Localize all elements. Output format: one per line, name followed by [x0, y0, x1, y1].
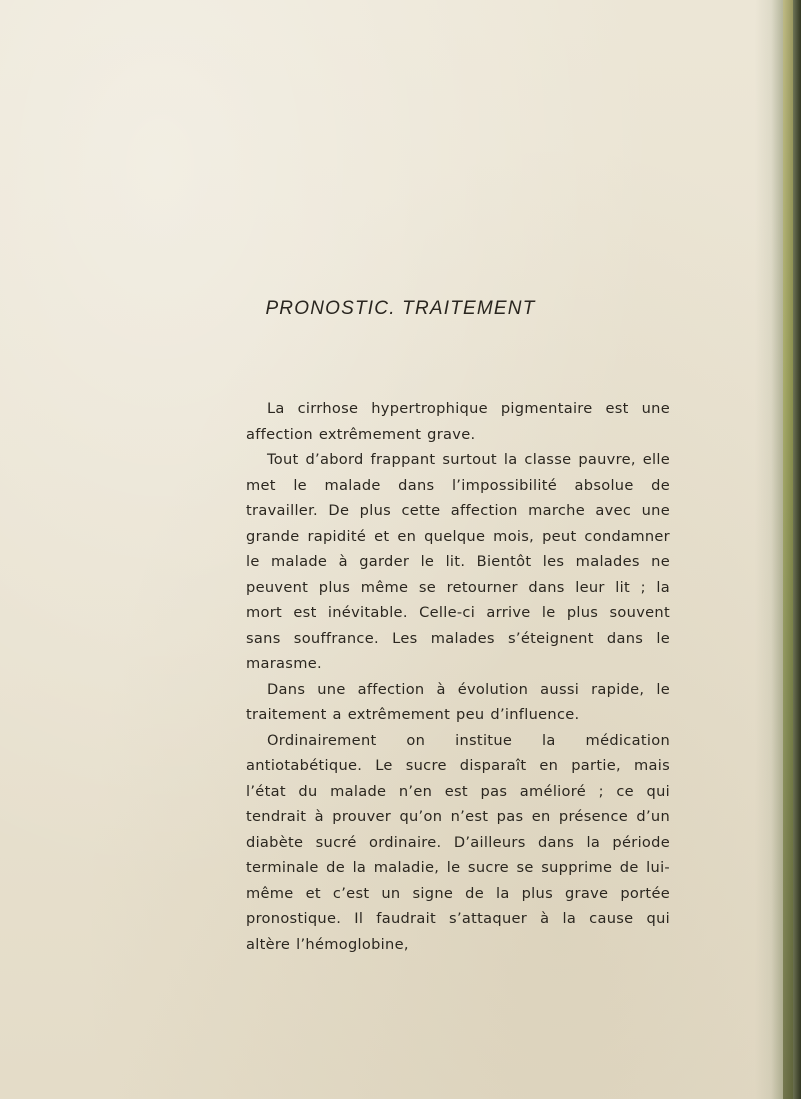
page-edge-shadow	[755, 0, 801, 1099]
paragraph-1: La cirrhose hypertrophique pigmentaire est une affection extrêmement grave.	[246, 400, 670, 443]
body-text	[246, 396, 670, 957]
paragraph-2: Tout d’abord frappant surtout la classe pauvre, elle met le malade dans l’impossibilité absolue de travailler. De plus cette affection marche avec une grande rapidité et en quelque mois, peut condamner le malade à garder le lit. Bientôt les malades ne peuvent plus même se retourner dans leur lit ; la mort est inévitable. Celle-ci arrive le plus souvent sans souffrance. Les malades s’éteignent dans le marasme.	[246, 451, 670, 672]
paragraph-4: Ordinairement on institue la médication antiotabétique. Le sucre disparaît en partie, mais l’état du malade n’en est pas amélioré ; ce qui tendrait à prouver qu’on n’est pas en présence d’un diabète sucré ordinaire. D’ailleurs dans la période terminale de la maladie, le sucre se supprime de lui-même et c’est un signe de la plus grave portée pronostique. Il faudrait s’attaquer à la cause qui altère l’hémoglobine,	[246, 731, 670, 953]
page-edge-discoloration	[783, 0, 793, 1099]
paragraph-3: Dans une affection à évolution aussi rapide, le traitement a extrêmement peu d’influence.	[246, 680, 670, 723]
chapter-heading: PRONOSTIC. TRAITEMENT	[265, 298, 536, 319]
